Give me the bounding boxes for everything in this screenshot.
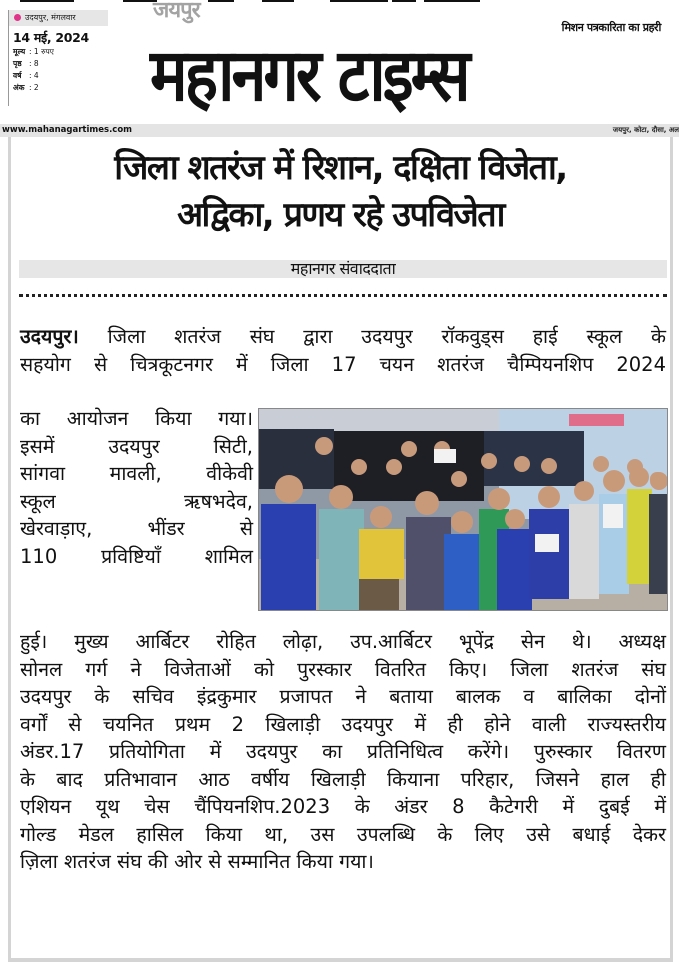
year-label: वर्ष	[13, 71, 22, 80]
body-line: सांगवा मावली, वीकेवी	[20, 462, 253, 485]
newspaper-logo: महानगर टाइम्स	[150, 33, 468, 118]
masthead	[0, 0, 679, 124]
body-line: खेरवाड़ाए, भींडर से	[20, 517, 253, 540]
year-value: : 4	[29, 71, 39, 80]
top-edge-marks	[0, 0, 679, 2]
website-link[interactable]: www.mahanagartimes.com	[2, 125, 133, 135]
body-line: उदयपुर के सचिव इंद्रकुमार प्रजापत ने बताया बालक व बालिका दोनों	[20, 685, 666, 708]
article-paragraph-wrap	[20, 405, 253, 570]
body-line: के बाद प्रतिभावान आठ वर्षीय खिलाड़ी कियाना परिहार, जिसने हाल ही	[20, 767, 666, 791]
year-row	[9, 70, 108, 82]
body-line: ज़िला शतरंज संघ की ओर से सम्मानित किया गया।	[20, 850, 374, 873]
pages-label: पृष्ठ	[13, 59, 22, 68]
headline-line-1: जिला शतरंज में रिशान, दक्षिता विजेता,	[114, 148, 567, 188]
body-line: का आयोजन किया गया।	[20, 407, 253, 430]
article-frame	[8, 137, 673, 962]
body-line-text: जिला शतरंज संघ द्वारा उदयपुर रॉकवुड्स हाई स्कूल के	[78, 325, 666, 348]
body-line	[20, 323, 666, 351]
price-value: : 1 रुपए	[29, 47, 54, 56]
bullet-dot-icon	[14, 14, 21, 21]
pages-value: : 8	[29, 59, 39, 68]
article-headline	[11, 145, 670, 239]
body-line: एशियन यूथ चेस चैंपियनशिप.2023 के अंडर 8 कैटेगरी में दुबई में	[20, 795, 666, 818]
article-paragraph-bottom	[20, 628, 666, 876]
body-line: हुई। मुख्य आर्बिटर रोहित लोढ़ा, उप.आर्बिटर भूपेंद्र सेन थे। अध्यक्ष	[20, 630, 666, 653]
dateline: उदयपुर।	[20, 325, 79, 348]
price-label: मूल्य	[13, 47, 26, 56]
body-line: इसमें उदयपुर सिटी,	[20, 434, 253, 458]
location-day-text: उदयपुर, मंगलवार	[25, 13, 76, 22]
price-row	[9, 46, 108, 58]
issue-date: 14 मई, 2024	[13, 30, 89, 45]
body-line: अंडर.17 प्रतियोगिता में उदयपुर का प्रतिनिधित्व करेंगे। पुरुस्कार वितरण	[20, 740, 666, 763]
editions-list: जयपुर, कोटा, दौसा, अल	[612, 126, 679, 134]
edition-city: जयपुर	[153, 0, 200, 23]
body-line: स्कूल ऋषभदेव,	[20, 489, 253, 513]
dotted-divider	[19, 294, 667, 297]
body-line: 110 प्रविष्टियाँ शामिल	[20, 544, 253, 568]
issue-label: अंक	[13, 83, 25, 92]
byline: महानगर संवाददाता	[19, 260, 667, 278]
issue-row	[9, 82, 108, 94]
article-paragraph-top	[20, 323, 666, 378]
body-line: गोल्ड मेडल हासिल किया था, उस उपलब्धि के लिए उसे बधाई देकर	[20, 822, 666, 846]
issue-info-box	[8, 10, 108, 106]
body-line: सहयोग से चित्रकूटनगर में जिला 17 चयन शतरंज चैम्पियनशिप 2024	[20, 352, 666, 376]
group-photo-illustration	[259, 409, 668, 611]
issue-value: : 2	[29, 83, 39, 92]
news-photo	[258, 408, 668, 611]
headline-line-2: अद्विका, प्रणय रहे उपविजेता	[177, 195, 504, 235]
tagline: मिशन पत्रकारिता का प्रहरी	[561, 21, 661, 34]
body-line: वर्गों से चयनित प्रथम 2 खिलाड़ी उदयपुर में ही होने वाली राज्यस्तरीय	[20, 712, 666, 736]
location-day	[9, 10, 108, 26]
url-bar	[0, 124, 679, 137]
body-line: सोनल गर्ग ने विजेताओं को पुरस्कार वितरित किए। जिला शतरंज संघ	[20, 657, 666, 681]
pages-row	[9, 58, 108, 70]
